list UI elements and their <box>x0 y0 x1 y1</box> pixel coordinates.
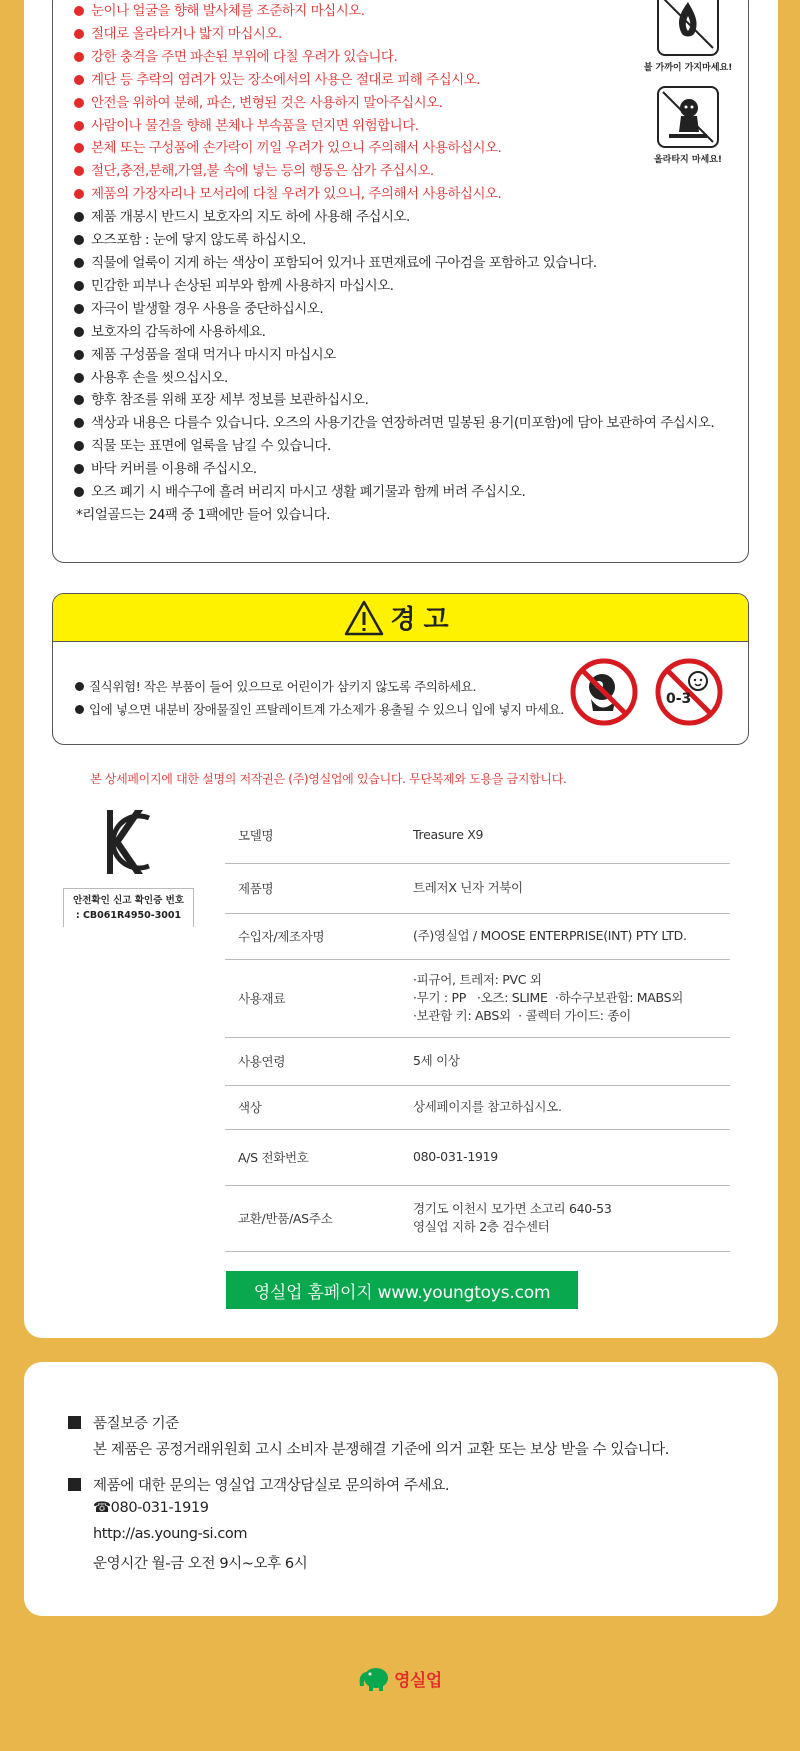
bullet-icon <box>74 121 84 131</box>
caution-text: 보호자의 감독하에 사용하세요. <box>91 323 266 340</box>
caution-item <box>74 435 694 458</box>
caution-text: 제품의 가장자리나 모서리에 다칠 우려가 있으니, 주의해서 사용하십시오. <box>91 186 502 203</box>
spec-table <box>225 807 730 1252</box>
spec-value <box>413 807 730 863</box>
fire-icon <box>657 0 719 56</box>
caution-item <box>74 298 694 321</box>
warning-item <box>75 675 564 698</box>
spec-value-line: 080-031-1919 <box>413 1149 498 1164</box>
inquiry-hours: 운영시간 월-금 오전 9시~오후 6시 <box>93 1556 308 1572</box>
bullet-icon <box>74 373 84 383</box>
copyright-notice: 본 상세페이지에 대한 설명의 저작권은 (주)영실업에 있습니다. 무단복제와 도용을 금지합니다. <box>90 772 567 786</box>
bullet-icon <box>75 705 84 714</box>
spec-value-line: 상세페이지를 참고하십시오. <box>413 1099 562 1114</box>
bullet-icon <box>74 418 84 428</box>
spec-key: 사용재료 <box>225 959 413 1037</box>
warning-box <box>52 593 749 745</box>
warning-item <box>75 698 564 721</box>
inquiry-title <box>68 1474 449 1495</box>
spec-value-line: ·피규어, 트레저: PVC 외 <box>413 972 542 987</box>
square-bullet-icon <box>68 1478 81 1491</box>
bullet-icon <box>74 235 84 245</box>
caution-text: 안전을 위하여 분해, 파손, 변형된 것은 사용하지 말아주십시오. <box>91 94 443 111</box>
spec-value <box>413 1129 730 1185</box>
caution-item <box>74 160 694 183</box>
caution-text: 색상과 내용은 다를수 있습니다. 오즈의 사용기간을 연장하려면 밀봉된 용기(미포함)에 담아 보관하여 주십시오. <box>91 415 715 432</box>
youngtoys-logo <box>356 1664 442 1692</box>
bullet-icon <box>74 487 84 497</box>
bullet-icon <box>74 258 84 268</box>
spec-key: 색상 <box>225 1085 413 1129</box>
spec-row <box>225 1037 730 1085</box>
caution-text: 제품 개봉시 반드시 보호자의 지도 하에 사용해 주십시오. <box>91 209 410 226</box>
bullet-icon <box>74 350 84 360</box>
spec-key: A/S 전화번호 <box>225 1129 413 1185</box>
caution-item <box>74 458 694 481</box>
spec-key: 수입자/제조자명 <box>225 913 413 959</box>
warning-text: 입에 넣으면 내분비 장애물질인 프탈레이트계 가소제가 용출될 수 있으니 입에 넣지 마세요. <box>89 702 564 717</box>
caution-text: 향후 참조를 위해 포장 세부 정보를 보관하십시오. <box>91 392 369 409</box>
caution-text: 계단 등 추락의 염려가 있는 장소에서의 사용은 절대로 피해 주십시오. <box>91 71 481 88</box>
caution-text: 직물에 얼룩이 지게 하는 색상이 포함되어 있거나 표면재료에 구아검을 포함하고 있습니다. <box>91 254 597 271</box>
bullet-icon <box>74 98 84 108</box>
caution-item <box>74 0 694 23</box>
elephant-icon <box>356 1664 392 1692</box>
spec-value <box>413 863 730 913</box>
spec-value-line: 영실업 지하 2층 검수센터 <box>413 1219 550 1234</box>
inquiry-phone <box>93 1500 209 1516</box>
caution-note: *리얼골드는 24팩 중 1팩에만 들어 있습니다. <box>76 506 330 523</box>
no-small-parts-sign <box>569 657 639 731</box>
bullet-icon <box>74 52 84 62</box>
bullet-icon <box>74 212 84 222</box>
bullet-icon <box>74 304 84 314</box>
spec-key: 사용연령 <box>225 1037 413 1085</box>
caution-item <box>74 137 694 160</box>
caution-text: 사람이나 물건을 향해 본체나 부속품을 던지면 위험합니다. <box>91 117 419 134</box>
bullet-icon <box>74 395 84 405</box>
caution-item <box>74 115 694 138</box>
warning-header <box>53 594 748 642</box>
bullet-icon <box>74 327 84 337</box>
caution-text: 직물 또는 표면에 얼룩을 남길 수 있습니다. <box>91 438 331 455</box>
bullet-icon <box>74 441 84 451</box>
inquiry-title-text: 제품에 대한 문의는 영실업 고객상담실로 문의하여 주세요. <box>93 1478 450 1494</box>
caution-item <box>74 481 694 504</box>
spec-value-line: ·보관함 키: ABS외 · 콜렉터 가이드: 종이 <box>413 1008 631 1023</box>
spec-value-line: 트레저X 닌자 거북이 <box>413 880 523 895</box>
choking-hazard-icon <box>569 657 639 727</box>
bullet-icon <box>74 166 84 176</box>
kc-cert-line1: 안전확인 신고 확인증 번호 <box>73 895 184 906</box>
logo-text: 영실업 <box>394 1670 442 1691</box>
spec-value <box>413 913 730 959</box>
caution-text: 오즈 폐기 시 배수구에 흘려 버리지 마시고 생활 폐기물과 함께 버려 주십시오. <box>91 484 526 501</box>
spec-value-line: 5세 이상 <box>413 1053 460 1068</box>
bullet-icon <box>74 189 84 199</box>
spec-value-line: ·무기 : PP ·오즈: SLIME ·하수구보관함: MABS외 <box>413 990 684 1005</box>
age-restriction-sign <box>654 657 724 731</box>
caution-text: 눈이나 얼굴을 향해 발사체를 조준하지 마십시오. <box>91 3 365 19</box>
warning-text: 질식위험! 작은 부품이 들어 있으므로 어린이가 삼키지 않도록 주의하세요. <box>89 679 477 694</box>
caution-text: 사용후 손을 씻으십시오. <box>91 369 228 386</box>
kc-cert-number <box>63 888 194 927</box>
age-label: 0-3 <box>666 691 692 707</box>
warning-triangle-icon <box>344 600 384 636</box>
warning-title: 경고 <box>390 605 457 635</box>
spec-value-line: Treasure X9 <box>413 826 484 842</box>
spec-value <box>413 1085 730 1129</box>
fire-caption: 불 가까이 가지마세요! <box>643 63 733 73</box>
caution-item <box>74 275 694 298</box>
square-bullet-icon <box>68 1416 81 1429</box>
caution-list <box>74 0 715 527</box>
caution-item <box>74 206 694 229</box>
caution-item <box>74 92 694 115</box>
spec-row <box>225 863 730 913</box>
bullet-icon <box>74 75 84 85</box>
quality-title-text: 품질보증 기준 <box>93 1416 179 1432</box>
warning-list <box>75 675 564 721</box>
caution-item <box>74 46 694 69</box>
caution-text: 강한 충격을 주면 파손된 부위에 다칠 우려가 있습니다. <box>91 48 398 65</box>
kc-cert-line2: : CB061R4950-3001 <box>75 910 182 921</box>
spec-row <box>225 913 730 959</box>
caution-text: 제품 구성품을 절대 먹거나 마시지 마십시오 <box>91 346 336 363</box>
caution-item <box>74 412 715 435</box>
bullet-icon <box>74 6 84 16</box>
quality-text: 본 제품은 공정거래위원회 고시 소비자 분쟁해결 기준에 의거 교환 또는 보상 받을 수 있습니다. <box>93 1442 669 1458</box>
spec-row <box>225 1085 730 1129</box>
spec-key: 교환/반품/AS주소 <box>225 1185 413 1251</box>
homepage-button[interactable]: 영실업 홈페이지 www.youngtoys.com <box>226 1271 578 1309</box>
spec-value <box>413 1037 730 1085</box>
climb-icon <box>657 86 719 148</box>
caution-text: 오즈포함 : 눈에 닿지 않도록 하십시오. <box>91 232 306 249</box>
caution-item <box>74 69 694 92</box>
bullet-icon <box>74 143 84 153</box>
caution-item <box>74 183 694 206</box>
climb-caption: 올라타지 마세요! <box>653 155 723 165</box>
spec-row <box>225 959 730 1037</box>
bullet-icon <box>75 682 84 691</box>
phone-number: 080-031-1919 <box>110 1500 209 1516</box>
spec-key: 모델명 <box>225 807 413 863</box>
caution-text: 절단,충전,분해,가열,불 속에 넣는 등의 행동은 삼가 주십시오. <box>91 163 434 180</box>
spec-value <box>413 1185 730 1251</box>
caution-text: 바닥 커버를 이용해 주십시오. <box>91 461 257 478</box>
quality-title <box>68 1412 179 1433</box>
caution-item <box>74 344 694 367</box>
phone-icon: ☎ <box>93 1500 111 1516</box>
spec-value <box>413 959 730 1037</box>
inquiry-url[interactable]: http://as.young-si.com <box>93 1526 248 1542</box>
caution-item <box>74 229 694 252</box>
caution-item <box>74 252 694 275</box>
caution-item <box>74 321 694 344</box>
caution-text: 절대로 올라타거나 밟지 마십시오. <box>91 25 282 42</box>
no-fire-sign <box>638 0 738 73</box>
kc-mark-icon <box>105 808 153 878</box>
bullet-icon <box>74 464 84 474</box>
spec-row <box>225 1129 730 1185</box>
kc-certification <box>63 808 194 927</box>
caution-text: 자극이 발생할 경우 사용을 중단하십시오. <box>91 300 324 317</box>
no-climb-sign <box>638 86 738 165</box>
spec-key: 제품명 <box>225 863 413 913</box>
bullet-icon <box>74 281 84 291</box>
spec-value-line: 경기도 이천시 모가면 소고리 640-53 <box>413 1201 612 1216</box>
bullet-icon <box>74 29 84 39</box>
spec-value-line: (주)영실업 / MOOSE ENTERPRISE(INT) PTY LTD. <box>413 928 687 943</box>
caution-item <box>74 367 694 390</box>
caution-item <box>74 23 694 46</box>
caution-text: 민감한 피부나 손상된 피부와 함께 사용하지 마십시오. <box>91 277 394 294</box>
spec-row <box>225 1185 730 1251</box>
caution-text: 본체 또는 구성품에 손가락이 끼일 우려가 있으니 주의해서 사용하십시오. <box>91 140 502 157</box>
spec-row <box>225 807 730 863</box>
caution-item <box>74 389 694 412</box>
